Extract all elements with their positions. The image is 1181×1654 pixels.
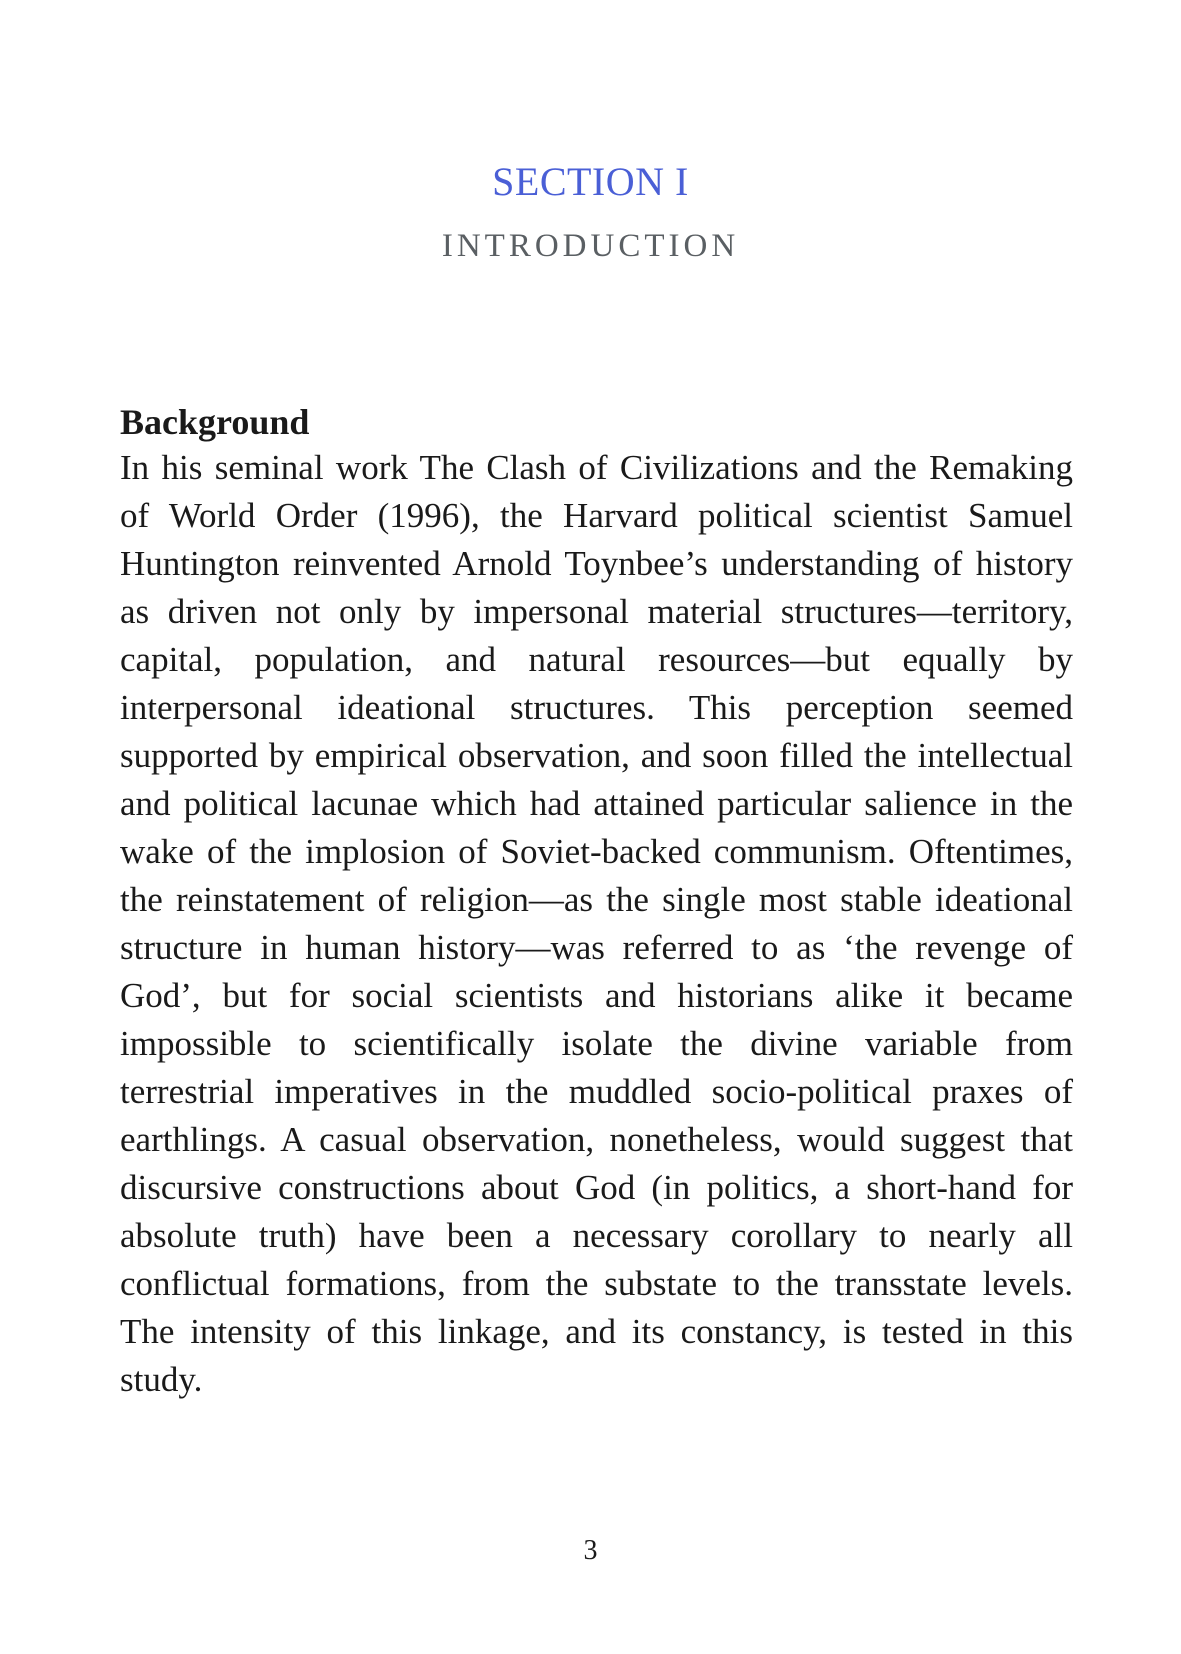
section-title: INTRODUCTION [441,228,740,264]
background-paragraph: In his seminal work The Clash of Civilizations and the Remaking of World Order (1996), the Harvard political scientist Samuel Huntington reinvented Arnold Toynbee’s understanding of history as driven not only by impersonal material structures—territory, capital, population, and natural resources—but equally by interpersonal ideational structures. This perception seemed supported by empirical observation, and soon filled the intellectual and political lacunae which had attained particular salience in the wake of the implosion of Soviet-backed communism. Oftentimes, the reinstatement of religion—as the single most stable ideational structure in human history—was referred to as ‘the revenge of God’, but for social scientists and historians alike it became impossible to scientifically isolate the divine variable from terrestrial imperatives in the muddled socio-political praxes of earthlings. A casual observation, nonetheless, would suggest that discursive constructions about God (in politics, a short-hand for absolute truth) have been a necessary corollary to nearly all conflictual formations, from the substate to the transstate levels. The intensity of this linkage, and its constancy, is tested in this study. [120,448,1073,1399]
body-block [120,400,1073,1404]
background-heading: Background [120,402,310,442]
section-label: SECTION I [492,159,689,204]
page-number: 3 [583,1535,598,1566]
